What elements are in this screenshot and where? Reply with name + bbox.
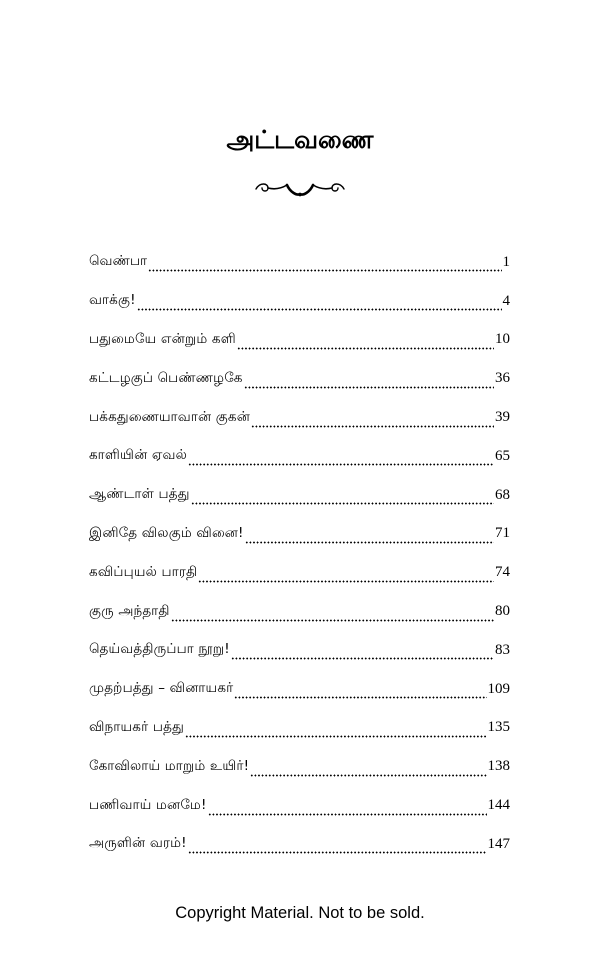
toc-entry xyxy=(89,786,510,825)
toc-entry-title: தெய்வத்திருப்பா நூறு! xyxy=(89,641,230,658)
toc-entry-page-number: 147 xyxy=(487,835,510,852)
toc-entry xyxy=(89,476,510,515)
toc-entry-page-number: 1 xyxy=(502,253,510,270)
toc-entry-title: கட்டழகுப் பெண்ணழகே xyxy=(89,369,243,386)
toc-entry-title: கவிப்புயல் பாரதி xyxy=(89,563,198,580)
dot-leader xyxy=(148,258,501,272)
toc-entry-title: காளியின் ஏவல் xyxy=(89,447,188,464)
toc-entry-page-number: 68 xyxy=(495,486,510,503)
dot-leader xyxy=(137,297,502,311)
toc-entry-page-number: 109 xyxy=(487,680,510,697)
toc-entry-page-number: 135 xyxy=(487,719,510,736)
toc-entry xyxy=(89,825,510,864)
toc-entry-page-number: 74 xyxy=(495,564,510,581)
dot-leader xyxy=(191,491,494,505)
dot-leader xyxy=(171,608,494,622)
toc-entry-title: இனிதே விலகும் வினை! xyxy=(89,524,244,541)
flourish-divider-icon xyxy=(250,176,350,202)
toc-entry-title: பணிவாய் மனமே! xyxy=(89,796,207,813)
toc-entry xyxy=(89,592,510,631)
toc-entry-page-number: 71 xyxy=(495,525,510,542)
toc-entry-page-number: 138 xyxy=(487,758,510,775)
toc-entry xyxy=(89,398,510,437)
toc-entry xyxy=(89,515,510,554)
toc-entry-title: குரு அந்தாதி xyxy=(89,602,170,619)
toc-entry xyxy=(89,631,510,670)
toc-entry xyxy=(89,747,510,786)
toc-entry-page-number: 36 xyxy=(495,370,510,387)
dot-leader xyxy=(234,685,486,699)
dot-leader xyxy=(250,763,486,777)
dot-leader xyxy=(188,452,494,466)
toc-entry-title: ஆண்டாள் பத்து xyxy=(89,486,190,503)
toc-entry xyxy=(89,282,510,321)
table-of-contents xyxy=(89,243,510,864)
toc-entry-page-number: 83 xyxy=(495,641,510,658)
dot-leader xyxy=(231,646,494,660)
toc-entry-page-number: 80 xyxy=(495,603,510,620)
dot-leader xyxy=(198,569,494,583)
toc-entry-page-number: 144 xyxy=(487,797,510,814)
toc-entry-title: அருளின் வரம்! xyxy=(89,835,187,852)
toc-entry xyxy=(89,321,510,360)
dot-leader xyxy=(237,336,494,350)
dot-leader xyxy=(188,840,487,854)
toc-entry xyxy=(89,243,510,282)
page-title: அட்டவணை xyxy=(226,125,374,154)
dot-leader xyxy=(208,802,487,816)
toc-entry xyxy=(89,437,510,476)
toc-entry xyxy=(89,553,510,592)
toc-entry-title: விநாயகர் பத்து xyxy=(89,718,184,735)
toc-entry-title: முதற்பத்து – வினாயகர் xyxy=(89,680,234,697)
toc-entry-title: பக்கதுணையாவான் குகன் xyxy=(89,408,251,425)
copyright-notice: Copyright Material. Not to be sold. xyxy=(175,904,425,922)
toc-entry-title: வாக்கு! xyxy=(89,292,136,309)
toc-entry xyxy=(89,359,510,398)
toc-entry-title: பதுமையே என்றும் களி xyxy=(89,330,236,347)
toc-entry-title: வெண்பா xyxy=(89,253,148,270)
toc-entry-page-number: 39 xyxy=(495,409,510,426)
toc-entry-page-number: 10 xyxy=(495,331,510,348)
toc-entry xyxy=(89,670,510,709)
toc-entry xyxy=(89,709,510,748)
toc-entry-page-number: 65 xyxy=(495,447,510,464)
dot-leader xyxy=(244,375,494,389)
dot-leader xyxy=(251,414,494,428)
toc-entry-title: கோவிலாய் மாறும் உயிர்! xyxy=(89,757,250,774)
toc-entry-page-number: 4 xyxy=(502,292,510,309)
dot-leader xyxy=(185,724,487,738)
dot-leader xyxy=(245,530,494,544)
